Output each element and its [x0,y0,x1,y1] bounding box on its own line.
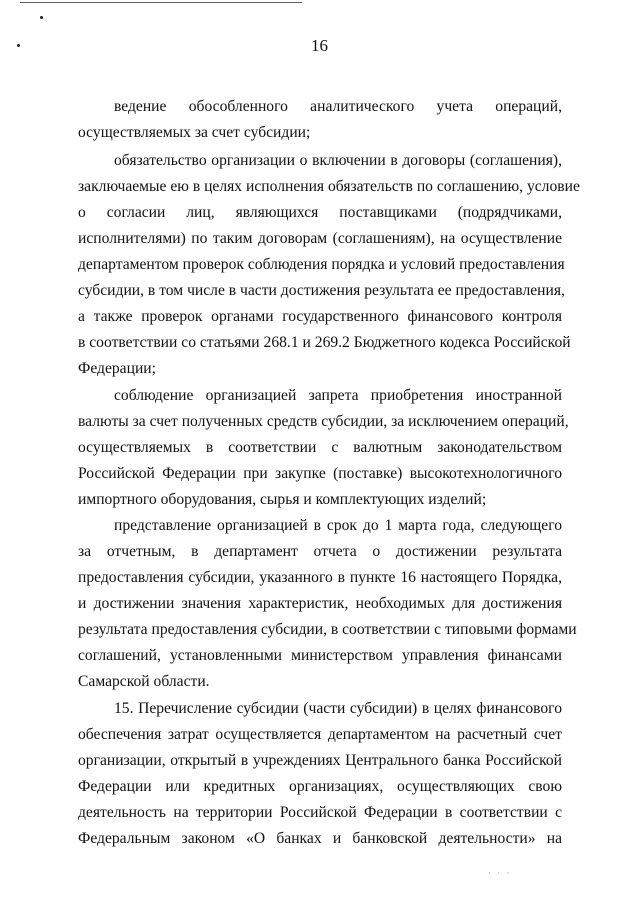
text-line: в соответствии со статьями 268.1 и 269.2 Бюджетного кодекса Российской [78,334,571,351]
scan-speck [40,16,43,19]
scan-speck-marks: · · · [488,868,512,878]
text-line: о согласии лиц, являющихся поставщиками (подрядчиками, [78,204,562,221]
text-line: осуществляемых в соответствии с валютным законодательством [78,439,562,456]
page-number: 16 [311,36,328,55]
text-line: Федерации; [78,360,156,377]
text-line: 15. Перечисление субсидии (части субсидии) в целях финансового [114,700,562,717]
text-line: валюты за счет полученных средств субсидии, за исключением операций, [78,413,569,430]
text-line: за отчетным, в департамент отчета о достижении результата [78,543,562,560]
text-line: Федеральным законом «О банках и банковской деятельности» на [78,830,562,847]
text-line: исполнителями) по таким договорам (соглашениям), на осуществление [78,230,562,247]
text-line: ведение обособленного аналитического учета операций, [114,98,562,115]
text-line: соблюдение организацией запрета приобретения иностранной [114,387,562,404]
text-line: осуществляемых за счет субсидии; [78,124,311,141]
text-line: субсидии, в том числе в части достижения результата ее предоставления, [78,282,565,299]
text-line: обязательство организации о включении в договоры (соглашения), [114,152,562,169]
text-line: соглашений, установленными министерством управления финансами [78,647,562,664]
text-line: департаментом проверок соблюдения порядка и условий предоставления [78,256,565,273]
text-line: Российской Федерации при закупке (поставке) высокотехнологичного [78,465,562,482]
text-line: импортного оборудования, сырья и комплектующих изделий; [78,491,487,508]
text-line: Самарской области. [78,673,210,690]
text-line: Федерации или кредитных организациях, осуществляющих свою [78,778,562,795]
text-line: и достижении значения характеристик, необходимых для достижения [78,595,562,612]
text-line: представление организацией в срок до 1 марта года, следующего [114,517,562,534]
text-line: организации, открытый в учреждениях Центрального банка Российской [78,752,562,769]
text-line: обеспечения затрат осуществляется департаментом на расчетный счет [78,726,562,743]
text-line: а также проверок органами государственного финансового контроля [78,308,562,325]
text-line: результата предоставления субсидии, в соответствии с типовыми формами [78,621,577,638]
text-line: заключаемые ею в целях исполнения обязательств по соглашению, условие [78,178,580,195]
text-line: деятельность на территории Российской Федерации в соответствии с [78,804,562,821]
scan-edge-line [20,2,302,3]
text-line: предоставления субсидии, указанного в пункте 16 настоящего Порядка, [78,569,562,586]
